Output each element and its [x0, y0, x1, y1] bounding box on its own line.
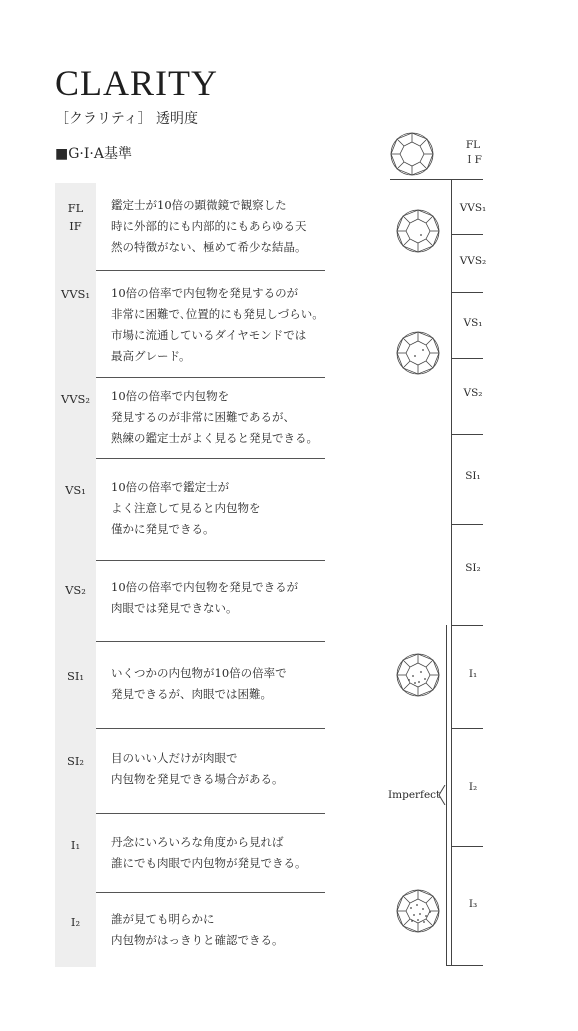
scale-tick	[451, 292, 483, 293]
diamond-icon	[395, 652, 441, 698]
scale-tick	[451, 234, 483, 235]
scale-tick	[451, 625, 483, 626]
grade-cell	[55, 729, 96, 814]
clarity-title: CLARITY	[55, 63, 218, 103]
table-row	[55, 642, 325, 729]
scale-tick	[451, 728, 483, 729]
scale-tick	[451, 358, 483, 359]
scale-label-vvs2: VVS₂	[459, 255, 487, 267]
scale-tick	[451, 524, 483, 525]
scale-bottom-line	[446, 965, 483, 966]
grade-label: VVS₁	[60, 287, 91, 301]
grade-cell	[55, 642, 96, 729]
scale-label-i3: I₃	[468, 898, 478, 910]
imperfect-bracket-line	[446, 625, 447, 966]
gia-standard-label: ■G·I·A基準	[55, 146, 132, 162]
grade-label: SI₂	[66, 754, 85, 768]
grade-description: 誰が見ても明らかに 内包物がはっきりと確認できる。	[111, 912, 284, 947]
clarity-scale	[385, 125, 560, 985]
imperfect-label: Imperfect	[388, 789, 441, 801]
grade-description: 10倍の倍率で鑑定士が よく注意して見ると内包物を 僅かに発見できる。	[111, 480, 261, 536]
table-row	[55, 561, 325, 642]
grade-description: 丹念にいろいろな角度から見れば 誰にでも肉眼で内包物が発見できる。	[111, 835, 307, 870]
scale-label-i1: I₁	[468, 668, 478, 680]
scale-label-si2: SI₂	[465, 562, 481, 574]
diamond-icon	[395, 330, 441, 376]
scale-label-vs1: VS₁	[463, 317, 483, 329]
scale-tick	[451, 846, 483, 847]
clarity-subtitle: ［クラリティ］ 透明度	[55, 111, 199, 127]
table-row	[55, 729, 325, 814]
grade-description: 10倍の倍率で内包物を 発見するのが非常に困難であるが、 熟練の鑑定士がよく見ると発見できる。	[111, 389, 318, 445]
grade-label: I₂	[70, 915, 81, 929]
grade-description: いくつかの内包物が10倍の倍率で 発見できるが、肉眼では困難。	[111, 666, 287, 701]
scale-label-vvs1: VVS₁	[459, 202, 487, 214]
grade-label: VS₁	[65, 483, 86, 497]
table-row	[55, 459, 325, 561]
grade-label: FL IF	[67, 201, 84, 233]
grade-cell	[55, 561, 96, 642]
scale-label-fl-if: FL ＩF	[464, 139, 482, 166]
grade-description: 目のいい人だけが肉眼で 内包物を発見できる場合がある。	[111, 751, 284, 786]
scale-label-i2: I₂	[468, 781, 478, 793]
grade-description: 鑑定士が10倍の顕微鏡で観察した 時に外部的にも内部的にもあらゆる天 然の特徴がない、極めて希少な結晶。	[111, 198, 307, 254]
table-row	[55, 271, 325, 378]
table-row	[55, 378, 325, 459]
scale-label-vs2: VS₂	[463, 387, 483, 399]
grade-label: VVS₂	[60, 392, 91, 406]
grade-description: 10倍の倍率で内包物を発見するのが 非常に困難で､位置的にも発見しづらい。 市場に流通しているダイヤモンドでは 最高グレード。	[111, 286, 324, 363]
table-row	[55, 893, 325, 967]
grade-description: 10倍の倍率で内包物を発見できるが 肉眼では発見できない。	[111, 580, 299, 615]
grade-label: I₁	[70, 838, 81, 852]
grade-label: VS₂	[65, 583, 86, 597]
scale-tick	[451, 434, 483, 435]
diamond-icon	[389, 131, 435, 177]
imperfect-brace-icon	[438, 785, 446, 805]
scale-label-si1: SI₁	[465, 470, 481, 482]
table-row	[55, 183, 325, 271]
diamond-icon	[395, 888, 441, 934]
grade-label: SI₁	[66, 669, 85, 683]
grade-cell	[55, 459, 96, 561]
table-row	[55, 814, 325, 893]
scale-top-line	[390, 179, 483, 180]
diamond-icon	[395, 208, 441, 254]
